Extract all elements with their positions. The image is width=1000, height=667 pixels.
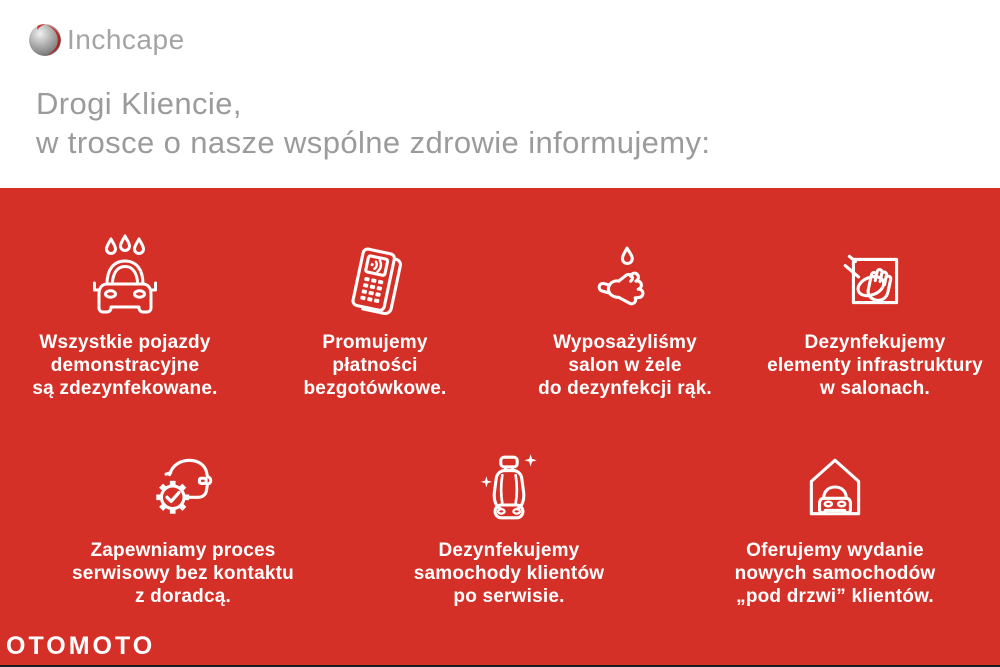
caption-line: Promujemy bbox=[322, 332, 428, 353]
caption-line: płatności bbox=[332, 355, 418, 376]
subtitle-line: w trosce o nasze wspólne zdrowie informujemy: bbox=[36, 125, 711, 160]
feature-hand-sanitizer bbox=[500, 228, 750, 400]
caption-line: serwisowy bez kontaktu bbox=[72, 563, 294, 584]
otomoto-logo: OTOMOTO bbox=[6, 632, 156, 660]
feature-caption bbox=[735, 539, 936, 608]
caption-line: Dezynfekujemy bbox=[804, 332, 946, 353]
feature-disinfect-cars-after-service bbox=[346, 446, 672, 608]
feature-contactless-service bbox=[20, 446, 346, 608]
caption-line: w salonach. bbox=[820, 378, 930, 399]
caption-line: Wyposażyliśmy bbox=[553, 332, 697, 353]
carwash-icon bbox=[93, 234, 157, 318]
clean-seat-icon bbox=[472, 450, 546, 524]
caption-line: Wszystkie pojazdy bbox=[39, 332, 211, 353]
page-title bbox=[36, 84, 710, 162]
features-row-2 bbox=[0, 446, 1000, 608]
inchcape-globe-icon bbox=[28, 23, 62, 57]
caption-line: elementy infrastruktury bbox=[767, 355, 983, 376]
surface-disinfection-icon bbox=[838, 244, 912, 318]
caption-line: Oferujemy wydanie bbox=[746, 540, 924, 561]
caption-line: salon w żele bbox=[568, 355, 682, 376]
feature-caption bbox=[72, 539, 294, 608]
caption-line: do dezynfekcji rąk. bbox=[538, 378, 712, 399]
feature-caption bbox=[538, 331, 712, 400]
feature-home-delivery bbox=[672, 446, 998, 608]
caption-line: Zapewniamy proces bbox=[90, 540, 276, 561]
feature-disinfect-infrastructure bbox=[750, 228, 1000, 400]
greeting-line: Drogi Kliencie, bbox=[36, 86, 242, 121]
caption-line: są zdezynfekowane. bbox=[32, 378, 218, 399]
caption-line: Dezynfekujemy bbox=[438, 540, 580, 561]
feature-caption bbox=[414, 539, 604, 608]
caption-line: „pod drzwi” klientów. bbox=[736, 586, 934, 607]
feature-caption bbox=[32, 331, 217, 400]
caption-line: z doradcą. bbox=[135, 586, 231, 607]
features-row-1 bbox=[0, 228, 1000, 400]
caption-line: bezgotówkowe. bbox=[303, 378, 447, 399]
inchcape-logo bbox=[28, 23, 185, 57]
caption-line: samochody klientów bbox=[413, 563, 605, 584]
hand-sanitizer-icon bbox=[588, 244, 662, 318]
home-delivery-icon bbox=[798, 450, 872, 524]
feature-caption bbox=[767, 331, 983, 400]
inchcape-logo-text: Inchcape bbox=[67, 24, 185, 55]
feature-caption bbox=[304, 331, 447, 400]
contactless-service-icon bbox=[146, 450, 220, 524]
caption-line: po serwisie. bbox=[453, 586, 565, 607]
feature-disinfected-vehicles bbox=[0, 228, 250, 400]
caption-line: demonstracyjne bbox=[50, 355, 200, 376]
feature-cashless-payments bbox=[250, 228, 500, 400]
info-panel bbox=[0, 188, 1000, 665]
caption-line: nowych samochodów bbox=[734, 563, 936, 584]
contactless-terminal-icon bbox=[338, 244, 412, 318]
